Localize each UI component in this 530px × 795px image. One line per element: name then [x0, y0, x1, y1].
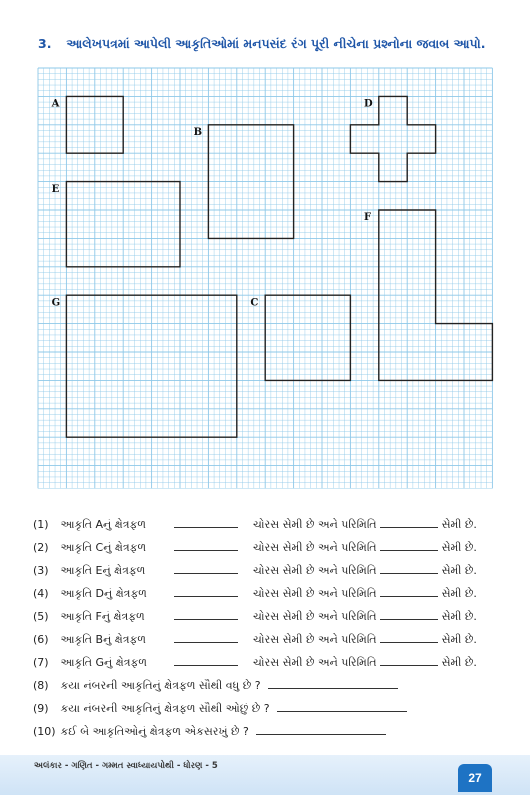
list-item: [33, 538, 477, 556]
item-number: (5): [33, 610, 49, 623]
list-item: [33, 699, 407, 717]
shape-label-f: F: [364, 212, 372, 224]
list-item: [33, 515, 477, 533]
shape-label-a: A: [51, 98, 60, 110]
answer-blank[interactable]: [380, 561, 438, 574]
item-text: આકૃતિ Dનું ક્ષેત્રફળ: [60, 587, 147, 600]
item-text: આકૃતિ Cનું ક્ષેત્રફળ: [60, 541, 147, 554]
answer-blank[interactable]: [174, 561, 238, 574]
item-text: સેમી છે.: [441, 518, 477, 531]
list-item: [33, 561, 477, 579]
item-text: સેમી છે.: [441, 587, 477, 600]
question-number: 3.: [38, 36, 52, 51]
answer-blank[interactable]: [380, 653, 438, 666]
item-number: (8): [33, 679, 49, 692]
item-text: ચોરસ સેમી છે અને પરિમિતિ: [253, 564, 377, 577]
item-text: સેમી છે.: [441, 633, 477, 646]
answer-blank[interactable]: [277, 699, 407, 712]
item-number: (7): [33, 656, 49, 669]
page-footer: [0, 755, 530, 795]
list-item: [33, 722, 386, 740]
answer-blank[interactable]: [174, 653, 238, 666]
item-text: આકૃતિ Aનું ક્ષેત્રફળ: [60, 518, 146, 531]
answer-blank[interactable]: [380, 538, 438, 551]
footer-title: અલંકાર - ગણિત - ગમ્મત સ્વાધ્યાયપોથી - ધોરણ - 5: [34, 761, 218, 771]
question-title: આલેખપત્રમાં આપેલી આકૃતિઓમાં મનપસંદ રંગ પૂરી નીચેના પ્રશ્નોના જવાબ આપો.: [66, 36, 486, 51]
shape-label-b: B: [193, 127, 203, 139]
item-text: ચોરસ સેમી છે અને પરિમિતિ: [253, 518, 377, 531]
answer-blank[interactable]: [380, 515, 438, 528]
answer-blank[interactable]: [174, 515, 238, 528]
item-text: આકૃતિ Fનું ક્ષેત્રફળ: [60, 610, 145, 623]
item-number: (3): [33, 564, 49, 577]
answer-blank[interactable]: [174, 630, 238, 643]
item-text: ચોરસ સેમી છે અને પરિમિતિ: [253, 610, 377, 623]
shape-label-g: G: [51, 297, 61, 309]
item-text: સેમી છે.: [441, 656, 477, 669]
list-item: [33, 653, 477, 671]
item-text: સેમી છે.: [441, 564, 477, 577]
shape-label-c: C: [250, 297, 259, 309]
item-number: (2): [33, 541, 49, 554]
item-text: કયા નંબરની આકૃતિનું ક્ષેત્રફળ સૌથી ઓછું છે ?: [60, 702, 270, 715]
shape-c: [265, 295, 350, 380]
item-number: (10): [33, 725, 56, 738]
answer-blank[interactable]: [380, 584, 438, 597]
list-item: [33, 630, 477, 648]
answer-blank[interactable]: [174, 584, 238, 597]
answer-blank[interactable]: [174, 538, 238, 551]
shape-label-d: D: [364, 98, 373, 110]
item-text: ચોરસ સેમી છે અને પરિમિતિ: [253, 656, 377, 669]
answer-blank[interactable]: [174, 607, 238, 620]
item-text: આકૃતિ Eનું ક્ષેત્રફળ: [60, 564, 146, 577]
item-text: કયા નંબરની આકૃતિનું ક્ષેત્રફળ સૌથી વધુ છે ?: [60, 679, 261, 692]
item-number: (9): [33, 702, 49, 715]
list-item: [33, 676, 398, 694]
page-number: 27: [458, 764, 492, 792]
grid-lines: [38, 68, 492, 488]
item-text: સેમી છે.: [441, 610, 477, 623]
item-number: (6): [33, 633, 49, 646]
item-number: (4): [33, 587, 49, 600]
item-text: ચોરસ સેમી છે અને પરિમિતિ: [253, 587, 377, 600]
item-text: ચોરસ સેમી છે અને પરિમિતિ: [253, 541, 377, 554]
answer-blank[interactable]: [268, 676, 398, 689]
item-text: ચોરસ સેમી છે અને પરિમિતિ: [253, 633, 377, 646]
answer-blank[interactable]: [256, 722, 386, 735]
answer-blank[interactable]: [380, 607, 438, 620]
list-item: [33, 607, 477, 625]
list-item: [33, 584, 477, 602]
item-text: આકૃતિ Gનું ક્ષેત્રફળ: [60, 656, 147, 669]
item-text: આકૃતિ Bનું ક્ષેત્રફળ: [60, 633, 146, 646]
item-text: કઈ બે આકૃતિઓનું ક્ષેત્રફળ એકસરખું છે ?: [60, 725, 249, 738]
answer-blank[interactable]: [380, 630, 438, 643]
item-number: (1): [33, 518, 49, 531]
item-text: સેમી છે.: [441, 541, 477, 554]
shape-label-e: E: [51, 183, 60, 195]
